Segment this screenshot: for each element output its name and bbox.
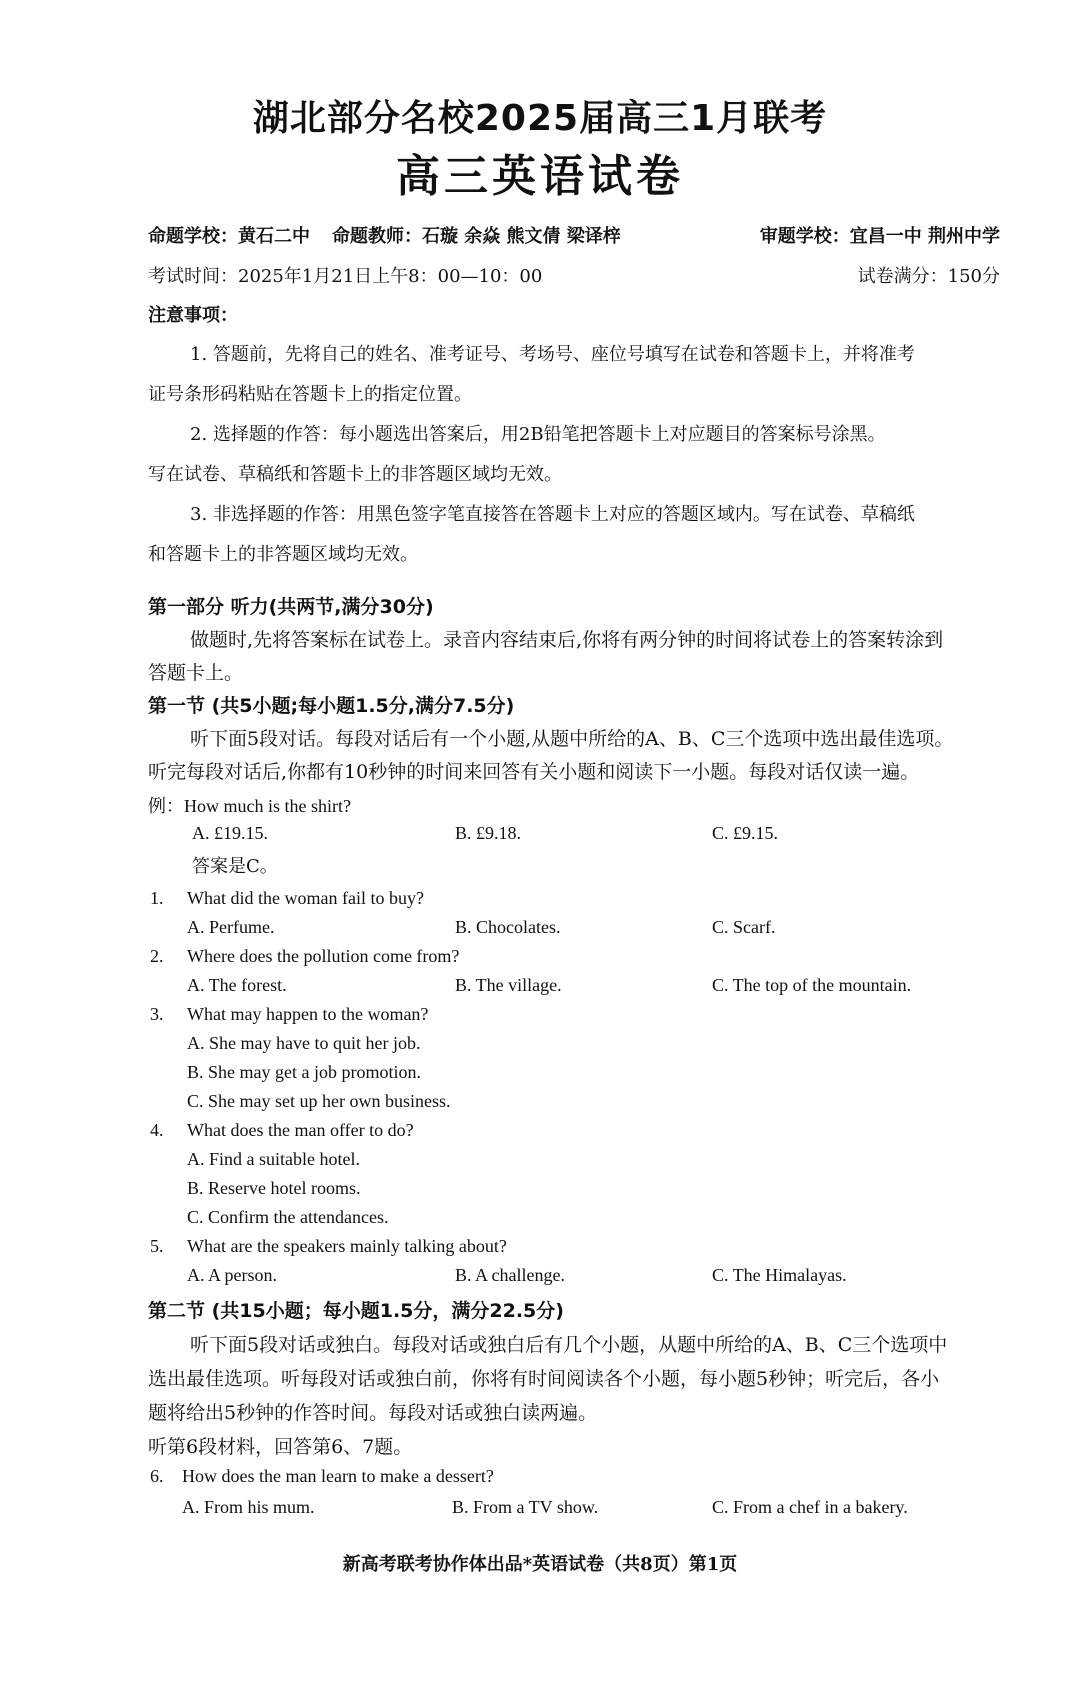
question-5-option-a: A. A person. [187,1265,277,1285]
question-1-number: 1. [150,888,164,908]
question-3-number: 3. [150,1004,164,1024]
exam-time: 考试时间：2025年1月21日上午8：00—10：00 [148,266,543,287]
example-option-b: B. £9.18. [455,823,522,843]
question-6-option-b: B. From a TV show. [452,1497,599,1517]
section2-instructions-line-1: 听下面5段对话或独白。每段对话或独白后有几个小题，从题中所给的A、B、C三个选项中 [190,1334,948,1356]
question-6-option-c: C. From a chef in a bakery. [712,1497,908,1517]
notice-heading: 注意事项： [148,305,238,326]
question-3-text: What may happen to the woman? [187,1004,429,1024]
section2-instructions-line-3: 题将给出5秒钟的作答时间。每段对话或独白读两遍。 [148,1402,598,1424]
question-6-text: How does the man learn to make a dessert? [182,1466,494,1486]
question-5-number: 5. [150,1236,164,1256]
question-4-option-c: C. Confirm the attendances. [187,1207,389,1227]
question-2-option-a: A. The forest. [187,975,287,995]
setter-teachers: 命题教师：石璇 余焱 熊文倩 梁译梓 [332,226,621,247]
notice-item-3-line-2: 和答题卡上的非答题区域均无效。 [148,544,418,565]
full-score: 试卷满分：150分 [857,266,1000,287]
notice-item-1-line-1: 1. 答题前，先将自己的姓名、准考证号、考场号、座位号填写在试卷和答题卡上，并将准考 [190,344,915,365]
question-4-number: 4. [150,1120,164,1140]
question-1-option-c: C. Scarf. [712,917,776,937]
question-1-text: What did the woman fail to buy? [187,888,424,908]
section2-heading: 第二节 (共15小题；每小题1.5分，满分22.5分) [148,1300,564,1322]
notice-item-2-line-1: 2. 选择题的作答：每小题选出答案后，用2B铅笔把答题卡上对应题目的答案标号涂黑。 [190,424,886,445]
material-6-instruction: 听第6段材料，回答第6、7题。 [148,1436,413,1458]
question-1-option-a: A. Perfume. [187,917,275,937]
notice-item-1-line-2: 证号条形码粘贴在答题卡上的指定位置。 [148,384,472,405]
example-option-c: C. £9.15. [712,823,779,843]
question-1-option-b: B. Chocolates. [455,917,561,937]
setter-school: 命题学校：黄石二中 [148,226,310,247]
example-answer: 答案是C。 [192,856,278,877]
question-4-text: What does the man offer to do? [187,1120,414,1140]
question-2-option-b: B. The village. [455,975,562,995]
question-3-option-a: A. She may have to quit her job. [187,1033,421,1053]
example-question: 例：How much is the shirt? [148,796,351,816]
question-2-option-c: C. The top of the mountain. [712,975,912,995]
section2-instructions-line-2: 选出最佳选项。听每段对话或独白前，你将有时间阅读各个小题，每小题5秒钟；听完后，各小 [148,1368,940,1390]
exam-title-line2: 高三英语试卷 [396,151,684,202]
example-option-a: A. £19.15. [192,823,268,843]
section1-instructions-line-2: 听完每段对话后,你都有10秒钟的时间来回答有关小题和阅读下一小题。每段对话仅读一遍。 [148,761,920,783]
question-5-option-b: B. A challenge. [455,1265,565,1285]
page-footer: 新高考联考协作体出品*英语试卷（共8页）第1页 [342,1554,738,1575]
notice-item-2-line-2: 写在试卷、草稿纸和答题卡上的非答题区域均无效。 [148,464,562,485]
section1-instructions-line-1: 听下面5段对话。每段对话后有一个小题,从题中所给的A、B、C三个选项中选出最佳选项。 [190,728,954,750]
question-3-option-b: B. She may get a job promotion. [187,1062,421,1082]
part1-heading: 第一部分 听力(共两节,满分30分) [148,596,434,618]
question-6-number: 6. [150,1466,164,1486]
question-2-number: 2. [150,946,164,966]
question-3-option-c: C. She may set up her own business. [187,1091,451,1111]
review-school: 审题学校：宜昌一中 荆州中学 [759,226,1000,247]
question-4-option-b: B. Reserve hotel rooms. [187,1178,361,1198]
question-5-text: What are the speakers mainly talking about? [187,1236,507,1256]
question-4-option-a: A. Find a suitable hotel. [187,1149,360,1169]
section1-heading: 第一节 (共5小题;每小题1.5分,满分7.5分) [148,695,515,717]
question-5-option-c: C. The Himalayas. [712,1265,847,1285]
question-2-text: Where does the pollution come from? [187,946,460,966]
part1-intro-line-2: 答题卡上。 [148,662,244,684]
notice-item-3-line-1: 3. 非选择题的作答：用黑色签字笔直接答在答题卡上对应的答题区域内。写在试卷、草稿纸 [190,504,915,525]
part1-intro-line-1: 做题时,先将答案标在试卷上。录音内容结束后,你将有两分钟的时间将试卷上的答案转涂到 [190,629,944,651]
exam-title-line1: 湖北部分名校2025届高三1月联考 [252,98,828,139]
question-6-option-a: A. From his mum. [182,1497,315,1517]
